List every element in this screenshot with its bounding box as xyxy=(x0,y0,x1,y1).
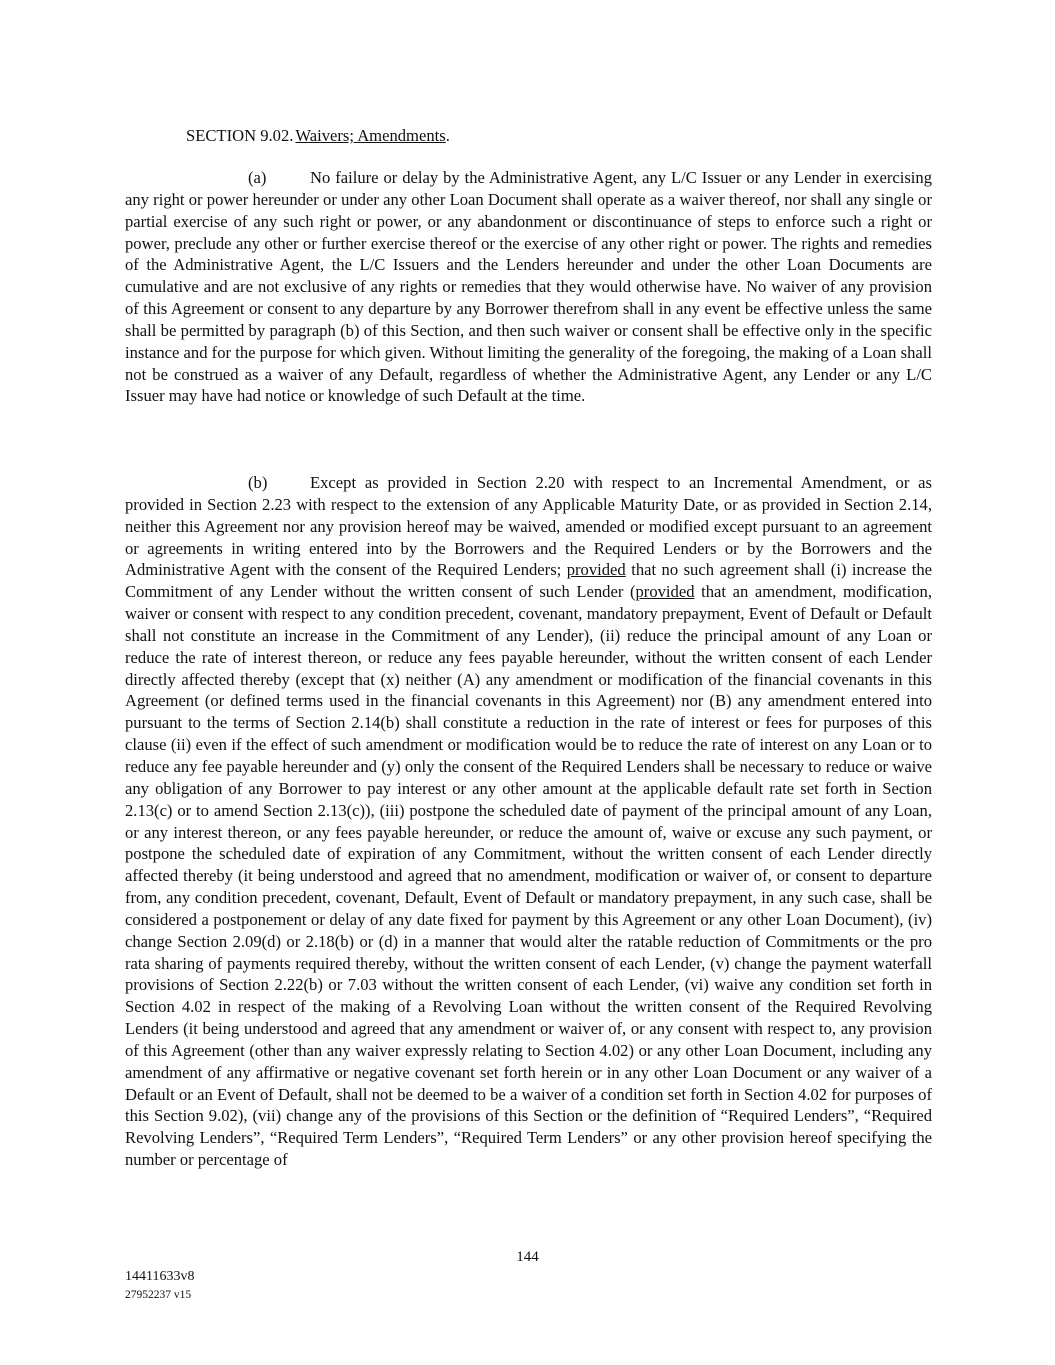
paragraph-b-text-2: that no such agreement shall (i) increase the Commitment of any Lender without the written consent of such Lender ( xyxy=(125,560,933,602)
section-heading xyxy=(186,125,450,147)
paragraph-a xyxy=(125,167,932,407)
paragraph-b-label: (b) xyxy=(248,473,268,492)
page-number: 144 xyxy=(516,1249,539,1265)
provided-term-2: provided xyxy=(635,582,695,602)
section-title: Waivers; Amendments xyxy=(295,126,446,145)
document-id-primary: 14411633v8 xyxy=(125,1269,195,1284)
provided-term-1: provided xyxy=(566,560,626,580)
paragraph-b-text-1: Except as provided in Section 2.20 with respect to an Incremental Amendment, or as provided in Section 2.23 with respect to the extension of any Applicable Maturity Date, or as provided in Section 2.14, neither this Agreement nor any provision hereof may be waived, amended or modified except pursuant to an agreement or agreements in writing entered into by the Borrowers and the Required Lenders or by the Borrowers and the Administrative Agent with the consent of the Required Lenders; xyxy=(125,473,932,580)
section-title-suffix: . xyxy=(445,126,450,145)
paragraph-b xyxy=(125,472,932,1171)
document-id-secondary: 27952237 v15 xyxy=(125,1289,192,1301)
paragraph-a-text: No failure or delay by the Administrative Agent, any L/C Issuer or any Lender in exercising any right or power hereunder or under any other Loan Document shall operate as a waiver thereof, nor shall any single or partial exercise of any such right or power, or any abandonment or discontinuance of steps to enforce such a right or power, preclude any other or further exercise thereof or the exercise of any other right or power. The rights and remedies of the Administrative Agent, the L/C Issuers and the Lenders hereunder and under the other Loan Documents are cumulative and are not exclusive of any rights or remedies that they would otherwise have. No waiver of any provision of this Agreement or consent to any departure by any Borrower therefrom shall in any event be effective unless the same shall be permitted by paragraph (b) of this Section, and then such waiver or consent shall be effective only in the specific instance and for the purpose for which given. Without limiting the generality of the foregoing, the making of a Loan shall not be construed as a waiver of any Default, regardless of whether the Administrative Agent, any Lender or any L/C Issuer may have had notice or knowledge of such Default at the time. xyxy=(125,168,932,406)
paragraph-b-text-3: that an amendment, modification, waiver or consent with respect to any condition precedent, covenant, mandatory prepayment, Event of Default or Default shall not constitute an increase in the Commitment of any Lender), (ii) reduce the principal amount of any Loan or reduce the rate of interest thereon, or reduce any fees payable hereunder, without the written consent of each Lender directly affected thereby (except that (x) neither (A) any amendment or modification of the financial covenants in this Agreement (or defined terms used in the financial covenants in this Agreement) nor (B) any amendment entered into pursuant to the terms of Section 2.14(b) shall constitute a reduction in the rate of interest or fees for purposes of this clause (ii) even if the effect of such amendment or modification would be to reduce the rate of interest on any Loan or to reduce any fee payable hereunder and (y) only the consent of the Required Lenders shall be necessary to reduce or waive any obligation of any Borrower to pay interest or any other amount at the applicable default rate set forth in Section 2.13(c) or to amend Section 2.13(c)), (iii) postpone the scheduled date of payment of the principal amount of any Loan, or any interest thereon, or any fees payable hereunder, or reduce the amount of, waive or excuse any such payment, or postpone the scheduled date of expiration of any Commitment, without the written consent of each Lender directly affected thereby (it being understood and agreed that no amendment, modification or waiver of, or consent to departure from, any condition precedent, covenant, Default, Event of Default or mandatory prepayment, in any such case, shall be considered a postponement or delay of any date fixed for payment by this Agreement or any other Loan Document), (iv) change Section 2.09(d) or 2.18(b) or (d) in a manner that would alter the ratable reduction of Commitments or the pro rata sharing of payments required thereby, without the written consent of each Lender, (v) change the payment waterfall provisions of Section 2.22(b) or 7.03 without the written consent of each Lender, (vi) waive any condition set forth in Section 4.02 in respect of the making of a Revolving Loan without the written consent of the Required Revolving Lenders (it being understood and agreed that any amendment or waiver of, or any consent with respect to, any provision of this Agreement (other than any waiver expressly relating to Section 4.02) or any other Loan Document, including any amendment of any affirmative or negative covenant set forth herein or in any other Loan Document or any waiver of a Default or an Event of Default, shall not be deemed to be a waiver of a condition set forth in Section 4.02 for purposes of this Section 9.02), (vii) change any of the provisions of this Section or the definition of “Required Lenders”, “Required Revolving Lenders”, “Required Term Lenders”, “Required Term Lenders” or any other provision hereof specifying the number or percentage of xyxy=(125,582,933,1170)
paragraph-a-label: (a) xyxy=(248,168,267,187)
section-number: SECTION 9.02. xyxy=(186,126,294,145)
